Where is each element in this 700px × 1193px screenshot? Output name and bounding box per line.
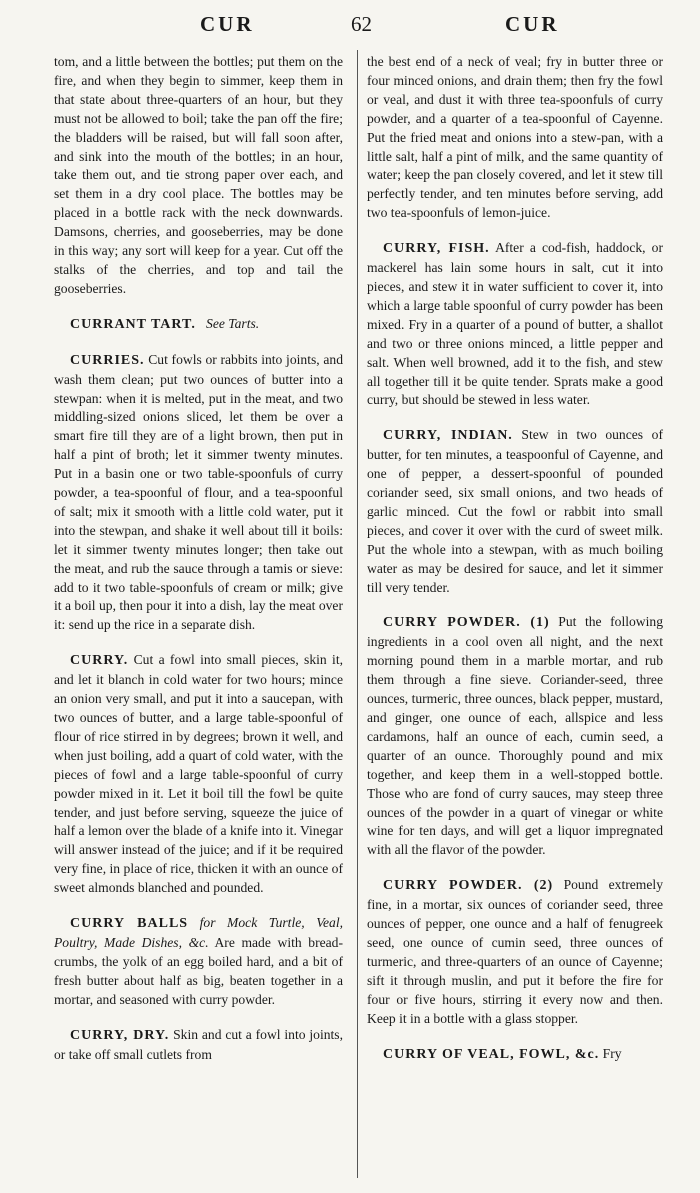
entry-heading: CURRY, INDIAN.: [383, 428, 513, 444]
entry-curry: [54, 651, 343, 898]
entry-subtitle: for Mock Turtle, Veal, Poultry, Made Dishes, &c.: [54, 915, 343, 950]
entry-heading: CURRY.: [70, 653, 129, 669]
left-column: [54, 53, 343, 1064]
entry-heading: CURRANT TART.: [70, 316, 196, 332]
entry-heading: CURRY BALLS: [70, 916, 189, 932]
page-number: 62: [351, 12, 372, 36]
entry-text: tom, and a little between the bottles; put them on the fire, and when they begin to simmer, keep them in that state about three-quarters of an hour, but they must not be allowed to boil; take the pan off the fire; the bladders will be raised, but will fall soon after, and sink into the mouth of the bottles; in an hour, take them out, and tie strong paper over each, and set them in a dry cool place. The bottles may be placed in a bottle rack with the neck downwards. Damsons, cherries, and gooseberries, may be done in this way; any sort will keep for a year. Cut off the stalks of the cherries, and top and tail the gooseberries.: [54, 54, 343, 296]
entry-text: Are made with bread-crumbs, the yolk of an egg boiled hard, and a bit of fresh butter about half as big, beaten together in a mortar, and seasoned with curry powder.: [54, 934, 343, 1007]
entry-curry-fish: [367, 239, 663, 410]
entry-text: Cut a fowl into small pieces, skin it, and let it blanch in cold water for two hours; mince an onion very small, and put it into a saucepan, with two ounces of butter, and a large table-spoonful of flour of rice stirred in by degrees; brown it well, and when just boiling, add a quart of cold water, with the pieces of fowl and a large table-spoonful of curry powder mixed in it. Let it boil till the fowl be quite tender, and just before serving, squeeze the juice of half a lemon over the blade of a knife into it. Vinegar will answer instead of the juice; and if it be required very fine, in place of rice, thicken it with an ounce of sweet almonds blanched and pounded.: [54, 652, 343, 896]
entry-curry-indian: [367, 426, 663, 597]
entry-text: the best end of a neck of veal; fry in butter three or four minced onions, and drain them; then fry the fowl or veal, and dust it with three tea-spoonfuls of curry powder, and a quarter of a tea-spoonful of Cayenne. Put the fried meat and onions into a stew-pan, with a little salt, half a pint of milk, and the same quantity of water; keep the pan closely covered, and let it stew till perfectly tender, and ten minutes before serving, add two tea-spoonfuls of lemon-juice.: [367, 54, 663, 221]
entry-text: Pound extremely fine, in a mortar, six ounces of coriander seed, three ounces of pepper, one ounce and a half of fenugreek seed, one ounce of cumin seed, three ounces of turmeric, and three-quarters of an ounce of Cayenne; sift it through muslin, and put it before the fire for four or five hours, stirring it every now and then. Keep it in a bottle with a glass stopper.: [367, 877, 663, 1026]
entry-continuation: [367, 53, 663, 223]
entry-text: Stew in two ounces of butter, for ten minutes, a teaspoonful of Cayenne, and one of pepper, a dessert-spoonful of pounded coriander seed, six small onions, and two heads of garlic minced. Cut the fowl or rabbit into small pieces, and cover it over with the curd of sweet milk. Put the whole into a stewpan, with as much boiling water as may be desired for sauce, and let it simmer till very tender.: [367, 427, 663, 595]
running-header: [0, 12, 700, 46]
entry-heading: CURRY, DRY.: [70, 1027, 170, 1043]
header-left-guide-word: CUR: [200, 12, 255, 36]
entry-heading: CURRY POWDER. (2): [383, 878, 554, 894]
entry-curry-powder-1: [367, 613, 663, 860]
entry-curry-balls: [54, 914, 343, 1010]
entry-curries: [54, 351, 343, 636]
cross-reference: See Tarts.: [206, 315, 260, 331]
right-column: [367, 53, 663, 1064]
entry-continuation: [54, 53, 343, 299]
entry-heading: CURRIES.: [70, 352, 145, 368]
entry-curry-of-veal: [367, 1045, 663, 1065]
entry-heading: CURRY, FISH.: [383, 241, 490, 257]
entry-heading: CURRY OF VEAL, FOWL, &c.: [383, 1046, 600, 1062]
entry-text: Skin and cut a fowl into joints, or take off small cutlets from: [54, 1026, 343, 1062]
entry-curry-powder-2: [367, 876, 663, 1028]
entry-curry-dry: [54, 1026, 343, 1065]
column-divider: [357, 50, 358, 1178]
entry-text: Fry: [602, 1045, 622, 1061]
entry-text: Put the following ingredients in a cool oven all night, and the next morning pound them in a marble mortar, and rub them through a fine sieve. Coriander-seed, three ounces, turmeric, three ounces, black pepper, mustard, and ginger, one ounce of each, allspice and less cardamons, half an ounce of each, cumin seed, a quarter of an ounce. Thoroughly pound and mix together, and keep them in a well-stopped bottle. Those who are fond of curry sauces, may steep three ounces of the powder in a quart of vinegar or white wine for ten days, and will get a liquor impregnated with all the flavor of the powder.: [367, 614, 663, 858]
entry-text: After a cod-fish, haddock, or mackerel has lain some hours in salt, cut it into pieces, and stew it in water sufficient to cover it, into which a large table spoonful of curry powder has been mixed. Fry in a quarter of a pound of butter, a shallot and two or three onions minced, a little pepper and salt. When well browned, add it to the fish, and stew all together till it be quite tender. Sprats make a good curry, but should be stewed in less water.: [367, 240, 663, 408]
header-right-guide-word: CUR: [505, 12, 560, 36]
entry-currant-tart: [54, 315, 343, 335]
entry-heading: CURRY POWDER. (1): [383, 615, 550, 631]
entry-text: Cut fowls or rabbits into joints, and wash them clean; put two ounces of butter into a stewpan: when it is melted, put in the meat, and two middling-sized onions sliced, let them be over a smart fire till they are of a light brown, then put in half a pint of broth; let it simmer twenty minutes. Put in a basin one or two table-spoonfuls of curry powder, a tea-spoonful of flour, and a tea-spoonful of salt; mix it smooth with a little cold water, put it into the stewpan, and shake it well about till it boils: let it simmer twenty minutes longer; then take out the meat, and rub the sauce through a tamis or sieve: add to it two table-spoonfuls of cream or milk; give it a boil up, then pour it into a dish, lay the meat over it: send up the rice in a separate dish.: [54, 351, 343, 633]
